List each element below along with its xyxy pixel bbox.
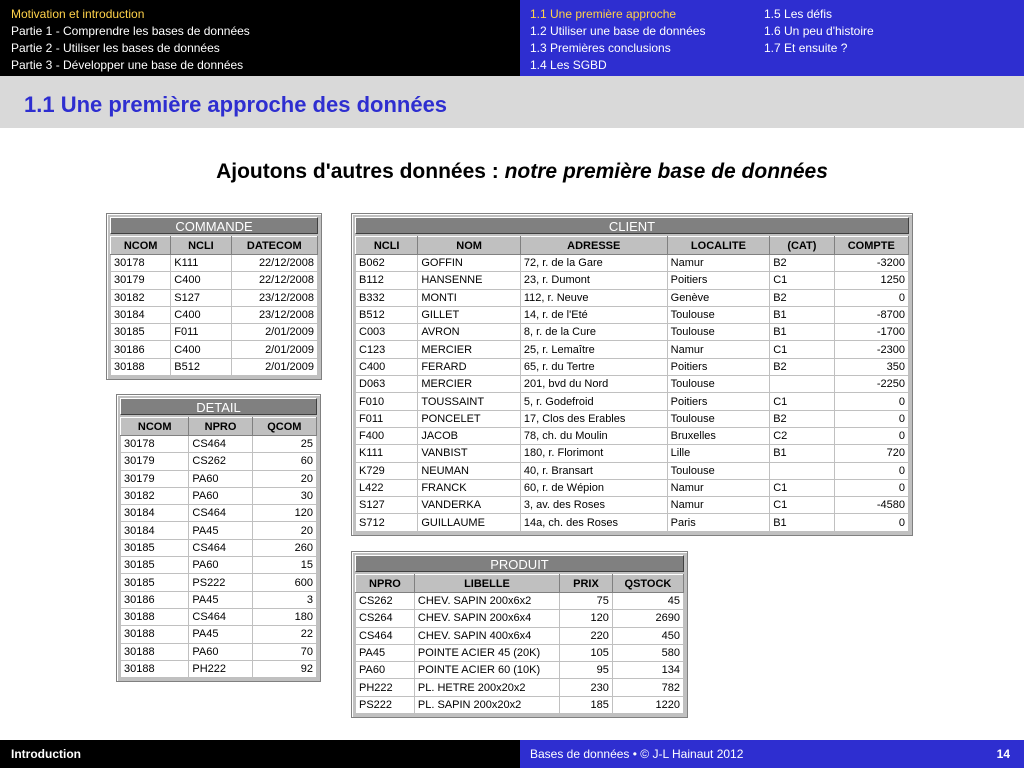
table-cell: 30182 (121, 487, 189, 504)
table-cell: B2 (770, 358, 834, 375)
table-cell: 782 (612, 679, 683, 696)
detail-table (116, 394, 321, 682)
table-cell: C003 (356, 324, 418, 341)
page-number: 14 (996, 747, 1010, 761)
table-row (356, 306, 909, 323)
table-row (121, 539, 317, 556)
header-nav (0, 0, 1024, 76)
column-header[interactable]: QSTOCK (612, 575, 683, 593)
table-row (111, 255, 318, 272)
table-cell: C400 (171, 341, 231, 358)
table-cell: K111 (171, 255, 231, 272)
table-cell: AVRON (418, 324, 521, 341)
heading-plain: Ajoutons d'autres données : (216, 160, 505, 183)
table-cell: B1 (770, 324, 834, 341)
table-cell: 70 (252, 643, 316, 660)
column-header[interactable]: ADRESSE (520, 237, 667, 255)
table-row (356, 272, 909, 289)
column-header[interactable]: NCOM (111, 237, 171, 255)
table-cell: PA60 (189, 470, 252, 487)
table-cell: GOFFIN (418, 255, 521, 272)
table-cell: PONCELET (418, 410, 521, 427)
table-row (121, 608, 317, 625)
table-cell: 105 (560, 644, 613, 661)
table-cell: 14, r. de l'Eté (520, 306, 667, 323)
table-cell: 14a, ch. des Roses (520, 514, 667, 531)
table-row (111, 324, 318, 341)
table-row (356, 393, 909, 410)
table-cell: B1 (770, 514, 834, 531)
table-cell: 30 (252, 487, 316, 504)
table-row (356, 627, 684, 644)
table-row (356, 593, 684, 610)
table-cell: PS222 (356, 696, 415, 713)
table-row (111, 341, 318, 358)
client-caption: CLIENT (355, 217, 909, 234)
table-cell: MERCIER (418, 341, 521, 358)
table-cell: Namur (667, 255, 770, 272)
table-cell: 0 (834, 410, 908, 427)
table-cell: 30179 (121, 470, 189, 487)
table-cell: VANDERKA (418, 497, 521, 514)
table-cell: Namur (667, 497, 770, 514)
table-cell: POINTE ACIER 45 (20K) (414, 644, 559, 661)
table-cell: S127 (171, 289, 231, 306)
table-cell: Poitiers (667, 393, 770, 410)
table-row (356, 462, 909, 479)
column-header[interactable]: COMPTE (834, 237, 908, 255)
table-cell: B512 (356, 306, 418, 323)
table-cell: -4580 (834, 497, 908, 514)
table-cell: 720 (834, 445, 908, 462)
table-row (356, 679, 684, 696)
table-cell: Poitiers (667, 358, 770, 375)
nav-item-1-5[interactable]: 1.5 Les défis (764, 7, 833, 21)
column-header[interactable]: DATECOM (231, 237, 317, 255)
table-row (111, 306, 318, 323)
table-cell (770, 376, 834, 393)
table-cell: F011 (356, 410, 418, 427)
table-cell: 2/01/2009 (231, 358, 317, 375)
table-cell: B332 (356, 289, 418, 306)
table-row (356, 427, 909, 444)
table-cell: FRANCK (418, 479, 521, 496)
produit-grid (355, 574, 684, 714)
table-row (356, 497, 909, 514)
nav-item-1-1[interactable]: 1.1 Une première approche (530, 7, 677, 21)
table-cell: CHEV. SAPIN 400x6x4 (414, 627, 559, 644)
table-cell: 78, ch. du Moulin (520, 427, 667, 444)
table-cell: C123 (356, 341, 418, 358)
table-cell: C1 (770, 272, 834, 289)
nav-item-1-3[interactable]: 1.3 Premières conclusions (530, 41, 671, 55)
footer-info (520, 740, 1024, 768)
table-cell: 30179 (111, 272, 171, 289)
table-cell: 30179 (121, 453, 189, 470)
column-header[interactable]: (CAT) (770, 237, 834, 255)
table-cell: 60 (252, 453, 316, 470)
table-cell: 230 (560, 679, 613, 696)
table-cell: 30186 (121, 591, 189, 608)
table-cell: 30188 (121, 608, 189, 625)
table-cell: CS262 (189, 453, 252, 470)
table-cell: MERCIER (418, 376, 521, 393)
table-cell: 0 (834, 393, 908, 410)
table-cell: K729 (356, 462, 418, 479)
table-cell: CS262 (356, 593, 415, 610)
table-cell: Toulouse (667, 462, 770, 479)
table-row (356, 289, 909, 306)
table-cell: 30178 (121, 436, 189, 453)
table-cell: -1700 (834, 324, 908, 341)
table-cell: 65, r. du Tertre (520, 358, 667, 375)
table-cell: CS464 (356, 627, 415, 644)
table-cell: 40, r. Bransart (520, 462, 667, 479)
table-cell: 134 (612, 662, 683, 679)
table-cell: 30185 (121, 574, 189, 591)
table-cell: PA45 (356, 644, 415, 661)
table-cell: 1220 (612, 696, 683, 713)
table-cell: 3, av. des Roses (520, 497, 667, 514)
table-cell: 201, bvd du Nord (520, 376, 667, 393)
table-cell: B2 (770, 410, 834, 427)
table-row (121, 557, 317, 574)
table-cell: 185 (560, 696, 613, 713)
table-cell (770, 462, 834, 479)
table-row (121, 574, 317, 591)
table-cell: PH222 (189, 660, 252, 677)
table-cell: VANBIST (418, 445, 521, 462)
table-row (121, 591, 317, 608)
table-cell: CS464 (189, 608, 252, 625)
table-row (121, 505, 317, 522)
table-row (121, 453, 317, 470)
table-header-row (121, 418, 317, 436)
detail-grid (120, 417, 317, 678)
table-cell: 3 (252, 591, 316, 608)
table-cell: K111 (356, 445, 418, 462)
table-cell: FERARD (418, 358, 521, 375)
table-cell: 30184 (121, 522, 189, 539)
table-row (356, 514, 909, 531)
footer (0, 740, 1024, 768)
table-cell: 2690 (612, 610, 683, 627)
heading-italic: notre première base de données (504, 160, 828, 183)
column-header[interactable]: NCOM (121, 418, 189, 436)
table-cell: 350 (834, 358, 908, 375)
table-cell: 22 (252, 626, 316, 643)
column-header[interactable]: NCLI (171, 237, 231, 255)
table-cell: MONTI (418, 289, 521, 306)
table-cell: PS222 (189, 574, 252, 591)
nav-item-partie-2[interactable]: Partie 2 - Utiliser les bases de données (11, 41, 220, 55)
table-cell: 23, r. Dumont (520, 272, 667, 289)
table-cell: 30184 (121, 505, 189, 522)
column-header[interactable]: LIBELLE (414, 575, 559, 593)
table-row (121, 436, 317, 453)
table-row (121, 470, 317, 487)
table-cell: Paris (667, 514, 770, 531)
column-header[interactable]: PRIX (560, 575, 613, 593)
table-cell: 72, r. de la Gare (520, 255, 667, 272)
table-cell: B2 (770, 255, 834, 272)
table-cell: Toulouse (667, 306, 770, 323)
table-row (356, 610, 684, 627)
table-cell: -2300 (834, 341, 908, 358)
table-row (356, 479, 909, 496)
table-cell: 45 (612, 593, 683, 610)
table-cell: Toulouse (667, 410, 770, 427)
table-cell: 0 (834, 479, 908, 496)
table-cell: PA60 (189, 487, 252, 504)
nav-item-1-6[interactable]: 1.6 Un peu d'histoire (764, 24, 874, 38)
table-cell: 30185 (121, 557, 189, 574)
nav-item-1-7[interactable]: 1.7 Et ensuite ? (764, 41, 848, 55)
table-cell: 25 (252, 436, 316, 453)
table-cell: L422 (356, 479, 418, 496)
table-cell: 22/12/2008 (231, 272, 317, 289)
table-cell: PA60 (189, 557, 252, 574)
table-cell: 30185 (121, 539, 189, 556)
table-cell: 0 (834, 427, 908, 444)
slide-title-bar (0, 76, 1024, 128)
sections-column-2 (764, 6, 874, 57)
table-row (356, 255, 909, 272)
table-cell: 8, r. de la Cure (520, 324, 667, 341)
table-cell: PA60 (189, 643, 252, 660)
table-cell: 30178 (111, 255, 171, 272)
table-cell: POINTE ACIER 60 (10K) (414, 662, 559, 679)
table-cell: -2250 (834, 376, 908, 393)
table-cell: 30182 (111, 289, 171, 306)
table-cell: Namur (667, 341, 770, 358)
table-cell: 60, r. de Wépion (520, 479, 667, 496)
table-cell: 2/01/2009 (231, 341, 317, 358)
table-row (111, 272, 318, 289)
table-cell: HANSENNE (418, 272, 521, 289)
column-header[interactable]: QCOM (252, 418, 316, 436)
table-cell: 120 (560, 610, 613, 627)
table-cell: 180 (252, 608, 316, 625)
table-row (121, 626, 317, 643)
table-header-row (356, 237, 909, 255)
table-cell: PA45 (189, 522, 252, 539)
table-cell: F400 (356, 427, 418, 444)
table-cell: PL. SAPIN 200x20x2 (414, 696, 559, 713)
table-cell: 600 (252, 574, 316, 591)
table-cell: Lille (667, 445, 770, 462)
table-cell: 0 (834, 462, 908, 479)
table-cell: 25, r. Lemaître (520, 341, 667, 358)
table-cell: CS464 (189, 436, 252, 453)
table-cell: 23/12/2008 (231, 289, 317, 306)
table-cell: TOUSSAINT (418, 393, 521, 410)
table-cell: 450 (612, 627, 683, 644)
header-parts-nav (0, 0, 520, 76)
nav-item-partie-3[interactable]: Partie 3 - Développer une base de données (11, 58, 244, 72)
table-row (356, 696, 684, 713)
table-cell: 180, r. Florimont (520, 445, 667, 462)
table-cell: B1 (770, 445, 834, 462)
table-cell: B062 (356, 255, 418, 272)
table-cell: Poitiers (667, 272, 770, 289)
table-cell: 20 (252, 522, 316, 539)
table-cell: CS464 (189, 505, 252, 522)
table-cell: 0 (834, 289, 908, 306)
nav-item-partie-1[interactable]: Partie 1 - Comprendre les bases de données (11, 24, 250, 38)
table-row (356, 662, 684, 679)
table-row (356, 358, 909, 375)
table-cell: C1 (770, 479, 834, 496)
table-cell: 92 (252, 660, 316, 677)
table-row (356, 445, 909, 462)
commande-table (106, 213, 322, 380)
table-cell: 30185 (111, 324, 171, 341)
table-cell: 260 (252, 539, 316, 556)
table-cell: 220 (560, 627, 613, 644)
table-cell: D063 (356, 376, 418, 393)
table-cell: PL. HETRE 200x20x2 (414, 679, 559, 696)
table-cell: 30188 (121, 643, 189, 660)
table-cell: PA45 (189, 591, 252, 608)
table-cell: B2 (770, 289, 834, 306)
table-cell: B512 (171, 358, 231, 375)
table-cell: GUILLAUME (418, 514, 521, 531)
footer-section: Introduction (0, 740, 520, 768)
table-cell: 30184 (111, 306, 171, 323)
detail-caption: DETAIL (120, 398, 317, 415)
table-cell: 112, r. Neuve (520, 289, 667, 306)
table-cell: C400 (356, 358, 418, 375)
table-cell: 75 (560, 593, 613, 610)
table-row (121, 643, 317, 660)
table-cell: C1 (770, 341, 834, 358)
table-cell: S127 (356, 497, 418, 514)
table-cell: F011 (171, 324, 231, 341)
column-header[interactable]: NPRO (189, 418, 252, 436)
column-header[interactable]: NOM (418, 237, 521, 255)
table-cell: 15 (252, 557, 316, 574)
table-cell: 5, r. Godefroid (520, 393, 667, 410)
table-cell: B112 (356, 272, 418, 289)
table-cell: CHEV. SAPIN 200x6x2 (414, 593, 559, 610)
table-cell: Namur (667, 479, 770, 496)
table-row (356, 341, 909, 358)
table-cell: Toulouse (667, 376, 770, 393)
table-cell: 22/12/2008 (231, 255, 317, 272)
table-cell: C400 (171, 306, 231, 323)
table-cell: PA45 (189, 626, 252, 643)
table-cell: Bruxelles (667, 427, 770, 444)
table-cell: F010 (356, 393, 418, 410)
table-cell: Toulouse (667, 324, 770, 341)
column-header[interactable]: NCLI (356, 237, 418, 255)
table-cell: 580 (612, 644, 683, 661)
table-row (121, 487, 317, 504)
table-cell: 30188 (121, 660, 189, 677)
table-row (356, 410, 909, 427)
table-cell: 1250 (834, 272, 908, 289)
table-cell: -8700 (834, 306, 908, 323)
slide-title: 1.1 Une première approche des données (24, 92, 448, 117)
table-cell: Genève (667, 289, 770, 306)
table-cell: JACOB (418, 427, 521, 444)
table-cell: 17, Clos des Erables (520, 410, 667, 427)
column-header[interactable]: LOCALITE (667, 237, 770, 255)
table-row (356, 324, 909, 341)
table-cell: 95 (560, 662, 613, 679)
column-header[interactable]: NPRO (356, 575, 415, 593)
table-cell: C1 (770, 393, 834, 410)
table-row (121, 522, 317, 539)
table-cell: S712 (356, 514, 418, 531)
table-cell: 30188 (121, 626, 189, 643)
table-header-row (111, 237, 318, 255)
table-cell: -3200 (834, 255, 908, 272)
table-row (111, 358, 318, 375)
table-cell: C1 (770, 497, 834, 514)
table-cell: 20 (252, 470, 316, 487)
client-table (351, 213, 913, 536)
table-cell: 0 (834, 514, 908, 531)
table-header-row (356, 575, 684, 593)
table-cell: CHEV. SAPIN 200x6x4 (414, 610, 559, 627)
footer-credit: Bases de données • © J-L Hainaut 2012 (530, 747, 744, 761)
table-row (356, 644, 684, 661)
table-row (356, 376, 909, 393)
table-cell: PH222 (356, 679, 415, 696)
table-row (121, 660, 317, 677)
header-sections-nav (520, 0, 1024, 76)
table-cell: C2 (770, 427, 834, 444)
client-grid (355, 236, 909, 532)
table-cell: 2/01/2009 (231, 324, 317, 341)
produit-table (351, 551, 688, 718)
nav-item-1-4[interactable]: 1.4 Les SGBD (530, 58, 607, 72)
commande-caption: COMMANDE (110, 217, 318, 234)
table-cell: NEUMAN (418, 462, 521, 479)
commande-grid (110, 236, 318, 376)
slide-heading (0, 160, 1024, 184)
table-row (111, 289, 318, 306)
table-cell: PA60 (356, 662, 415, 679)
sections-column-1 (530, 6, 705, 74)
table-cell: 30188 (111, 358, 171, 375)
table-cell: 23/12/2008 (231, 306, 317, 323)
produit-caption: PRODUIT (355, 555, 684, 572)
table-cell: 30186 (111, 341, 171, 358)
table-cell: C400 (171, 272, 231, 289)
table-cell: B1 (770, 306, 834, 323)
nav-item-motivation[interactable]: Motivation et introduction (11, 7, 145, 21)
table-cell: CS464 (189, 539, 252, 556)
table-cell: CS264 (356, 610, 415, 627)
table-cell: 120 (252, 505, 316, 522)
table-cell: GILLET (418, 306, 521, 323)
nav-item-1-2[interactable]: 1.2 Utiliser une base de données (530, 24, 706, 38)
